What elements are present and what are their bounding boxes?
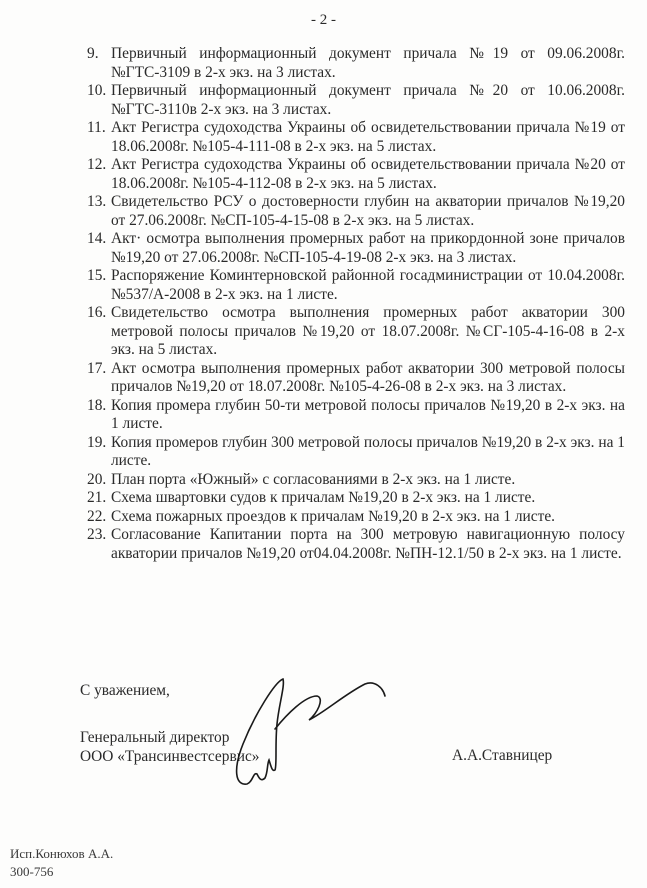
item-text: Копия промеров глубин 300 метровой полосы причалов №19,20 в 2-х экз. на 1 листе. <box>111 433 625 469</box>
position-title: Генеральный директор <box>80 729 230 746</box>
item-number: 23. <box>87 526 107 543</box>
item-text: Акт осмотра выполнения промерных работ акватории 300 метровой полосы причалов №19,20 от 18.07.2008г. №105-4-26-08 в 2-х экз. на 3 листах. <box>111 359 625 395</box>
closing-phrase: С уважением, <box>80 682 170 699</box>
page-number: - 2 - <box>311 12 336 28</box>
list-item <box>87 45 625 82</box>
signer-name: А.А.Ставницер <box>452 747 553 764</box>
company-name: ООО «Трансинвестсервис» <box>80 748 260 765</box>
list-item <box>87 507 625 527</box>
item-number: 20. <box>87 470 107 488</box>
item-number: 19. <box>87 433 107 451</box>
item-number: 22. <box>87 507 107 525</box>
item-text: План порта «Южный» с согласованиями в 2-х экз. на 1 листе. <box>111 470 516 488</box>
executor-name: Исп.Конюхов А.А. <box>10 846 114 861</box>
item-text: Акт Регистра судоходства Украины об освидетельствовании причала №19 от 18.06.2008г. №105-4-111-08 в 2-х экз. на 5 листах. <box>111 119 625 155</box>
item-number: 15. <box>87 267 107 284</box>
item-number: 12. <box>87 156 107 173</box>
list-item <box>87 267 625 304</box>
list-item <box>87 470 625 490</box>
list-item <box>87 433 625 471</box>
item-text: Первичный информационный документ причала №19 от 09.06.2008г. №ГТС-3109 в 2-х экз. на 3 листах. <box>111 45 625 81</box>
item-text: Распоряжение Коминтерновской районной госадминистрации от 10.04.2008г. №537/А-2008 в 2-х экз. на 1 листе. <box>111 267 625 303</box>
handwritten-signature <box>225 674 395 794</box>
list-item <box>87 526 625 563</box>
list-item <box>87 396 625 434</box>
item-number: 18. <box>87 396 107 414</box>
item-number: 16. <box>87 304 107 321</box>
item-number: 21. <box>87 489 107 506</box>
item-text: Свидетельство РСУ о достоверности глубин на акватории причалов №19,20 от 27.06.2008г. №СП-105-4-15-08 в 2-х экз. на 5 листах. <box>111 193 625 229</box>
enclosure-list <box>87 45 625 563</box>
list-item <box>87 304 625 360</box>
list-item <box>87 193 625 230</box>
executor-phone: 300-756 <box>10 864 54 879</box>
item-number: 14. <box>87 230 107 247</box>
item-text: Акт Регистра судоходства Украины об освидетельствовании причала №20 от 18.06.2008г. №105-4-112-08 в 2-х экз. на 5 листах. <box>111 156 625 192</box>
item-text: Свидетельство осмотра выполнения промерных работ акватории 300 метровой полосы причалов №19,20 от 18.07.2008г. №СГ-105-4-16-08 в 2-х экз. на 5 листах. <box>111 304 625 358</box>
item-text: Схема пожарных проездов к причалам №19,20 в 2-х экз. на 1 листе. <box>111 507 556 525</box>
list-item <box>87 489 625 508</box>
item-number: 9. <box>87 45 99 62</box>
item-text: Копия промера глубин 50-ти метровой полосы причалов №19,20 в 2-х экз. на 1 листе. <box>111 396 625 432</box>
list-item <box>87 230 625 267</box>
item-text: Согласование Капитании порта на 300 метровую навигационную полосу акватории причалов №19,20 от04.04.2008г. №ПН-12.1/50 в 2-х экз. на 1 листе. <box>111 526 625 562</box>
list-item <box>87 82 625 119</box>
executor-block <box>10 845 113 881</box>
item-text: Первичный информационный документ причала №20 от 10.06.2008г. №ГТС-3110в 2-х экз. на 3 листах. <box>111 82 625 118</box>
list-item <box>87 119 625 156</box>
item-text: Схема швартовки судов к причалам №19,20 в 2-х экз. на 1 листе. <box>111 489 536 506</box>
item-number: 13. <box>87 193 107 210</box>
item-number: 10. <box>87 82 107 99</box>
list-item <box>87 359 625 397</box>
item-text: Акт· осмотра выполнения промерных работ на прикордонной зоне причалов №19,20 от 27.06.2008г. №СП-105-4-19-08 2-х экз. на 3 листах. <box>111 230 625 266</box>
item-number: 17. <box>87 359 107 377</box>
item-number: 11. <box>87 119 106 136</box>
list-item <box>87 156 625 193</box>
